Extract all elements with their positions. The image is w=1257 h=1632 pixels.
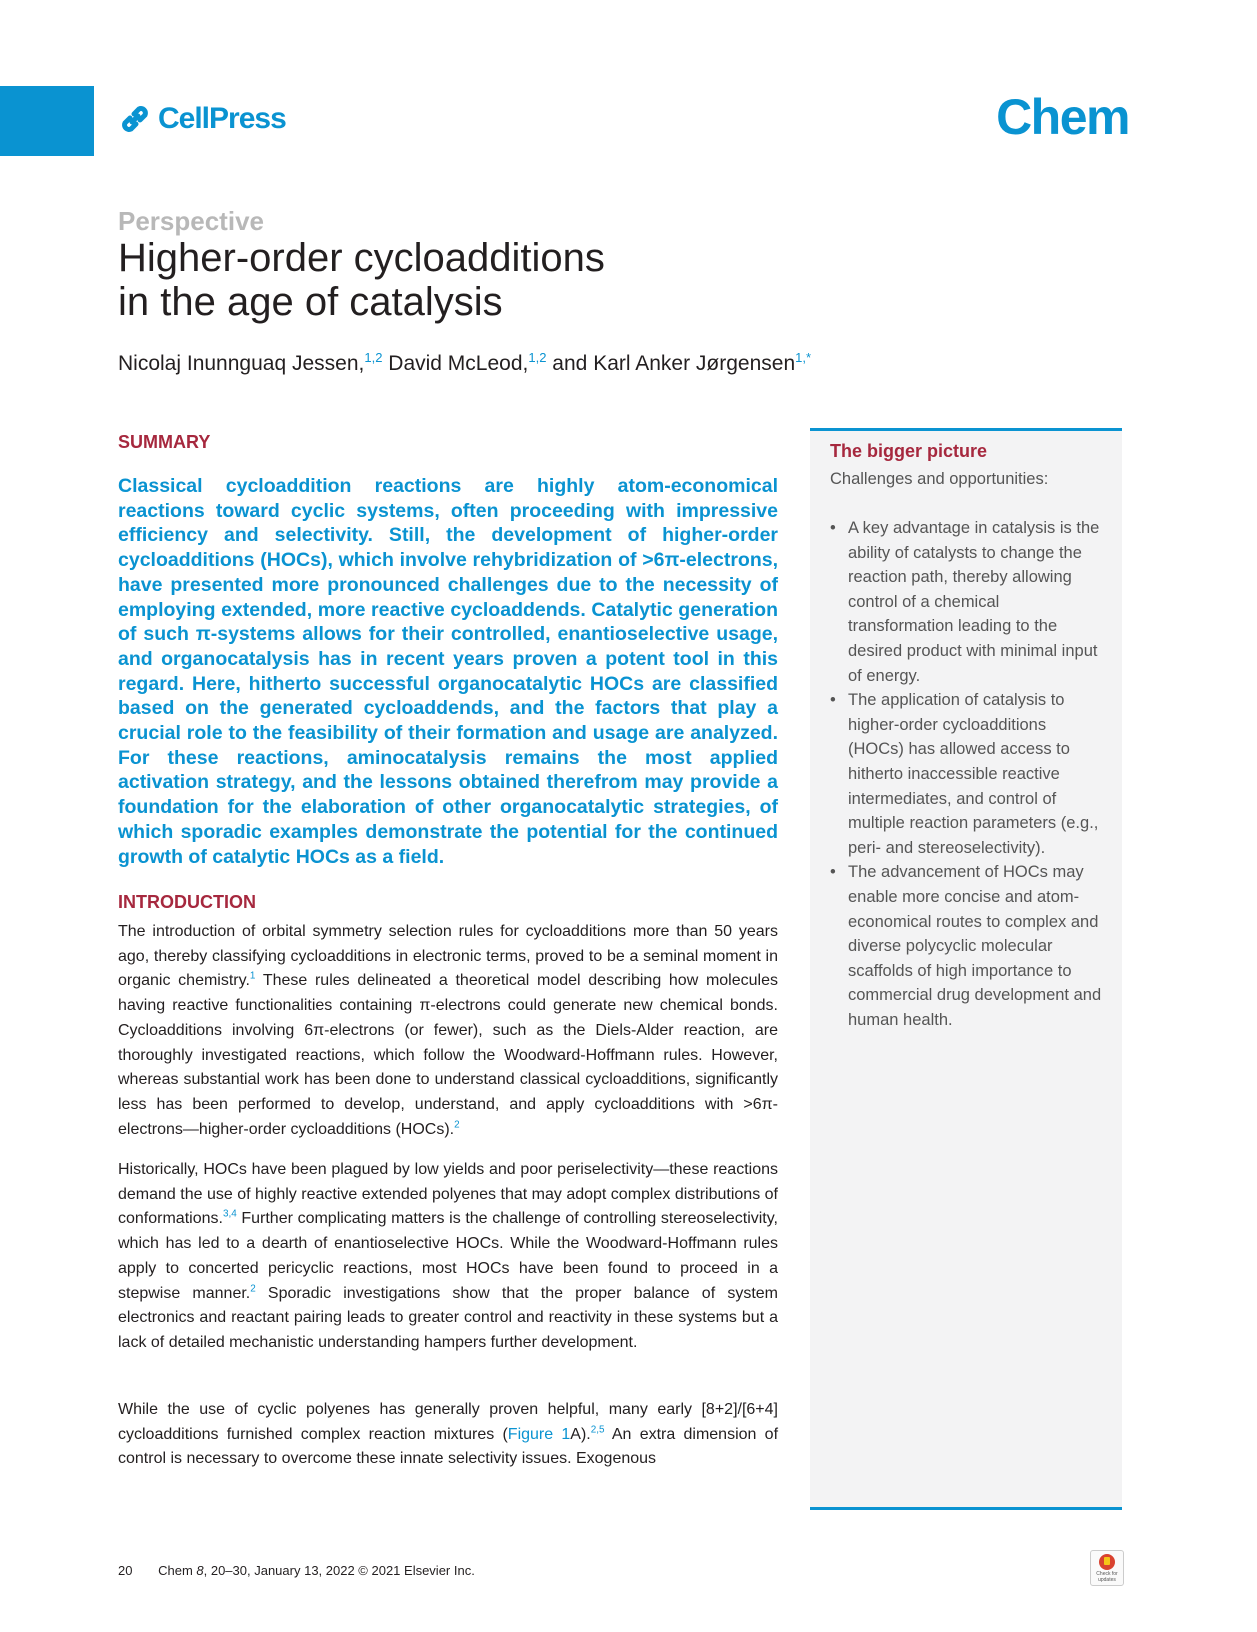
- reference-link[interactable]: 3,4: [222, 1209, 237, 1221]
- journal-logo[interactable]: Chem: [996, 89, 1129, 145]
- cellpress-link-icon: [118, 102, 152, 136]
- summary-text: Classical cycloaddition reactions are highly atom-economical reactions toward cyclic systems, often proceeding with impressive efficiency and selectivity. Still, the development of higher-order cycloadditions (HOCs), which involve rehybridization of >6π-electrons, have presented more pronounced challenges due to the necessity of employing extended, more reactive cycloaddends. Catalytic generation of such π-systems allows for their controlled, enantioselective usage, and organocatalysis has in recent years proven a potent tool in this regard. Here, hitherto successful organocatalytic HOCs are classified based on the generated cycloaddends, and the factors that play a crucial role to the feasibility of their formation and usage are analyzed. For these reactions, aminocatalysis remains the most applied activation strategy, and the lessons obtained therefrom may provide a foundation for the elaboration of other organocatalytic strategies, of which sporadic examples demonstrate the potential for the continued growth of catalytic HOCs as a field.: [118, 475, 778, 868]
- cellpress-logo[interactable]: [118, 102, 286, 136]
- bigger-picture-subtitle: Challenges and opportunities:: [830, 470, 1049, 488]
- page-number: 20: [118, 1563, 133, 1578]
- summary-heading: SUMMARY: [118, 432, 211, 452]
- reference-link[interactable]: 2: [454, 1119, 460, 1131]
- author-connector: and: [552, 352, 588, 375]
- reference-link[interactable]: 2,5: [590, 1424, 605, 1436]
- paragraph-text: While the use of cyclic polyenes has generally proven helpful, many early [8+2]/[6+4] cycloadditions furnished complex reaction mixtures (: [118, 1401, 778, 1443]
- bookmark-icon: [1099, 1554, 1115, 1570]
- paragraph-text: Further complicating matters is the challenge of controlling stereoselectivity, which has led to a dearth of enantioselective HOCs. While the Woodward-Hoffmann rules apply to concerted pericyclic reactions, most HOCs have been found to proceed in a stepwise manner.: [118, 1210, 778, 1302]
- author-name: David McLeod,: [388, 352, 529, 375]
- article-title: [118, 236, 605, 324]
- publisher-name: CellPress: [158, 102, 286, 135]
- paragraph-text: An extra dimension of control is necessary to overcome these innate selectivity issues. Exogenous: [118, 1425, 779, 1468]
- paragraph-text: A).: [570, 1425, 591, 1443]
- paragraph-text: Historically, HOCs have been plagued by low yields and poor periselectivity—these reactions demand the use of highly reactive extended polyenes that may adopt complex distributions of conformations.: [118, 1161, 778, 1228]
- intro-paragraph-2: [118, 1158, 778, 1356]
- figure-link[interactable]: Figure 1: [507, 1425, 571, 1443]
- article-type: Perspective: [118, 206, 264, 236]
- author-name: Nicolaj Inunnguaq Jessen,: [118, 352, 365, 375]
- list-item: • The advancement of HOCs may enable more concise and atom-economical routes to complex and diverse polycyclic molecular scaffolds of high importance to commercial drug development and human health.: [830, 860, 1102, 1032]
- bigger-picture-box: [810, 428, 1122, 1510]
- page-footer: [118, 1563, 475, 1578]
- title-line-1: Higher-order cycloadditions: [118, 236, 605, 280]
- bigger-picture-title: The bigger picture: [830, 441, 988, 461]
- badge-label: Check for updates: [1096, 1570, 1118, 1583]
- author-affiliation[interactable]: 1,2: [364, 350, 383, 365]
- paragraph-text: These rules delineated a theoretical model describing how molecules having reactive functionalities containing π-electrons could generate new chemical bonds. Cycloadditions involving 6π-electrons (or fewer), such as the Diels-Alder reaction, are thoroughly investigated reactions, which follow the Woodward-Hoffmann rules. However, whereas substantial work has been done to understand classical cycloadditions, significantly less has been performed to develop, understand, and apply cycloadditions with >6π-electrons—higher-order cycloadditions (HOCs).: [118, 972, 778, 1138]
- reference-link[interactable]: 2: [250, 1283, 256, 1295]
- intro-paragraph-3: [118, 1398, 778, 1472]
- introduction-heading: INTRODUCTION: [118, 892, 256, 912]
- citation-volume: 8: [196, 1563, 204, 1578]
- intro-paragraph-1: [118, 920, 778, 1142]
- check-for-updates-badge[interactable]: [1090, 1550, 1124, 1586]
- author-affiliation[interactable]: 1,*: [795, 350, 812, 365]
- author-list: [118, 352, 811, 376]
- title-line-2: in the age of catalysis: [118, 280, 503, 324]
- list-item: • The application of catalysis to higher-order cycloadditions (HOCs) has allowed access to hitherto inaccessible reactive intermediates, and control of multiple reaction parameters (e.g., peri- and stereoselectivity).: [830, 688, 1102, 860]
- reference-link[interactable]: 1: [249, 971, 256, 983]
- header-color-tab: [0, 86, 94, 156]
- citation-text: , 20–30, January 13, 2022 © 2021 Elsevier Inc.: [203, 1563, 475, 1578]
- paragraph-text: Sporadic investigations show that the proper balance of system electronics and reactant pairing leads to greater control and reactivity in these systems but a lack of detailed mechanistic understanding hampers further development.: [118, 1284, 778, 1351]
- citation-prefix: Chem: [158, 1563, 197, 1578]
- author-name: Karl Anker Jørgensen: [593, 352, 796, 375]
- bigger-picture-list: [830, 516, 1102, 1032]
- list-item: • A key advantage in catalysis is the ability of catalysts to change the reaction path, thereby allowing control of a chemical transformation leading to the desired product with minimal input of energy.: [830, 516, 1102, 688]
- author-affiliation[interactable]: 1,2: [528, 350, 547, 365]
- paragraph-text: The introduction of orbital symmetry selection rules for cycloadditions more than 50 years ago, thereby classifying cycloadditions in electronic terms, proved to be a seminal moment in organic chemistry.: [118, 923, 778, 990]
